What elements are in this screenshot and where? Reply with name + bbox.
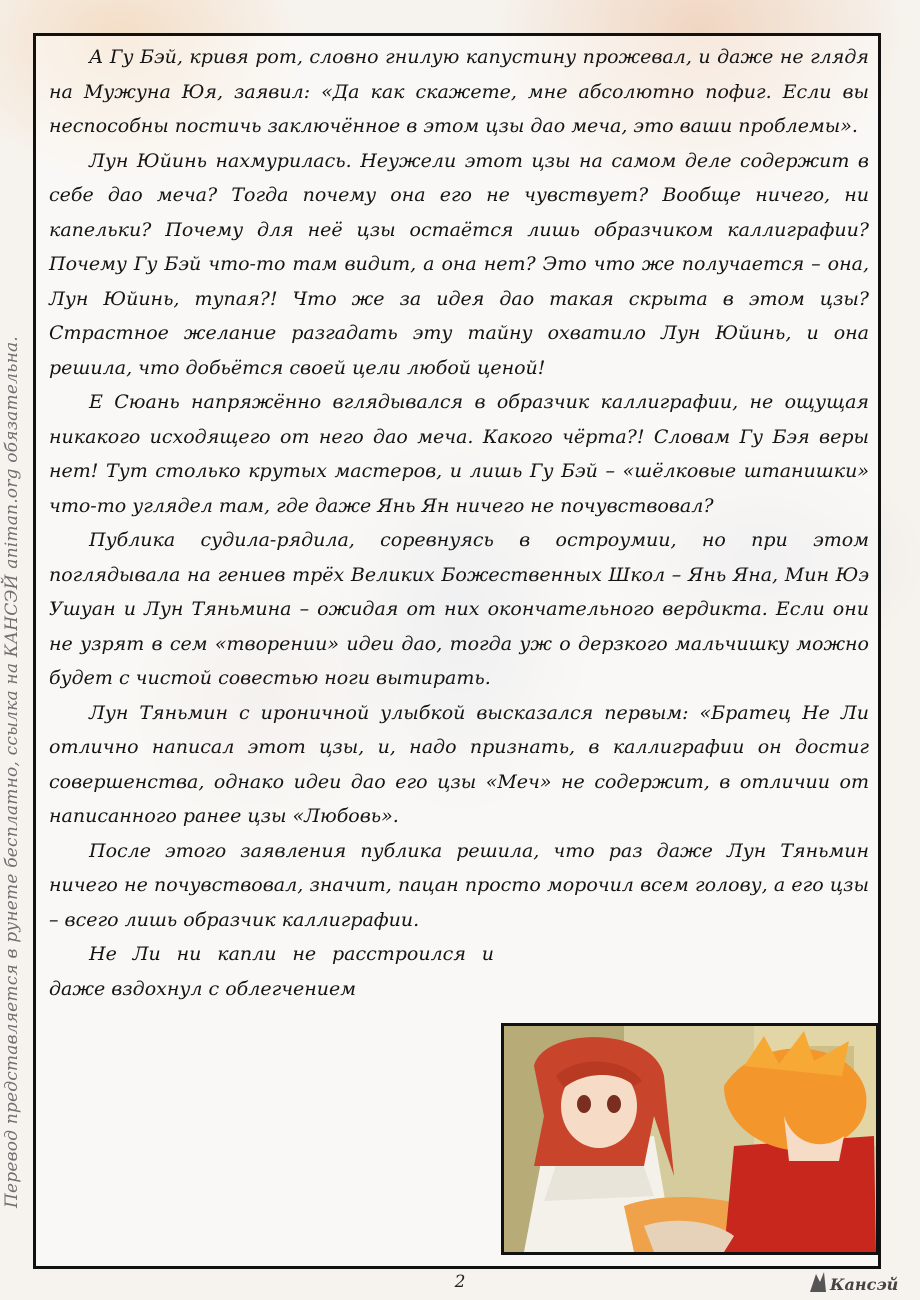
paragraph-4: Публика судила-рядила, соревнуясь в остроумии, но при этом поглядывала на гениев трёх Великих Божественных Школ – Янь Яна, Мин Юэ Ушуан и Лун Тяньмина – ожидая от них окончательного вердикта. Если они не узрят в сем «творении» идеи дао, тогда уж о дерзкого мальчишку можно будет с чистой совестью ноги вытирать. bbox=[49, 529, 869, 689]
paragraph-2: Лун Юйинь нахмурилась. Неужели этот цзы на самом деле содержит в себе дао меча? Тогда почему она его не чувствует? Вообще ничего, ни капельки? Почему для неё цзы остаётся лишь образчиком каллиграфии? Почему Гу Бэй что-то там видит, а она нет? Это что же получается – она, Лун Юйинь, тупая?! Что же за идея дао такая скрыта в этом цзы? Страстное желание разгадать эту тайну охватило Лун Юйинь, и она решила, что добьётся своей цели любой ценой! bbox=[49, 149, 869, 379]
kansei-logo bbox=[806, 1270, 910, 1296]
page-number: 2 bbox=[454, 1272, 466, 1292]
translation-notice: Перевод представляется в рунете бесплатно, ссылка на КАНСЭЙ animan.org обязательна. bbox=[2, 336, 22, 1208]
manga-illustration bbox=[501, 1023, 879, 1255]
logo-mark bbox=[806, 1270, 910, 1296]
illustration-art bbox=[504, 1026, 876, 1252]
paragraph-6: После этого заявления публика решила, что раз даже Лун Тяньмин ничего не почувствовал, значит, пацан просто морочил всем голову, а его цзы – всего лишь образчик каллиграфии. bbox=[49, 839, 869, 931]
paragraph-3: Е Сюань напряжённо вглядывался в образчик каллиграфии, не ощущая никакого исходящего от него дао меча. Какого чёрта?! Словам Гу Бэя веры нет! Тут столько крутых мастеров, и лишь Гу Бэй – «шёлковые штанишки» что-то углядел там, где даже Янь Ян ничего не почувствовал? bbox=[49, 391, 869, 517]
paragraph-7: Не Ли ни капли не расстроился и даже вздохнул с облегчением bbox=[49, 943, 494, 1000]
paragraph-1: А Гу Бэй, кривя рот, словно гнилую капустину прожевал, и даже не глядя на Мужуна Юя, заявил: «Да как скажете, мне абсолютно пофиг. Если вы неспособны постичь заключённое в этом цзы дао меча, это ваши проблемы». bbox=[49, 46, 869, 137]
logo-text: Кансэй bbox=[830, 1275, 899, 1294]
chapter-text bbox=[49, 40, 869, 1006]
paragraph-5: Лун Тяньмин с ироничной улыбкой высказался первым: «Братец Не Ли отлично написал этот цзы, и, надо признать, в каллиграфии он достиг совершенства, однако идеи дао его цзы «Меч» не содержит, в отличии от написанного ранее цзы «Любовь». bbox=[49, 701, 869, 827]
